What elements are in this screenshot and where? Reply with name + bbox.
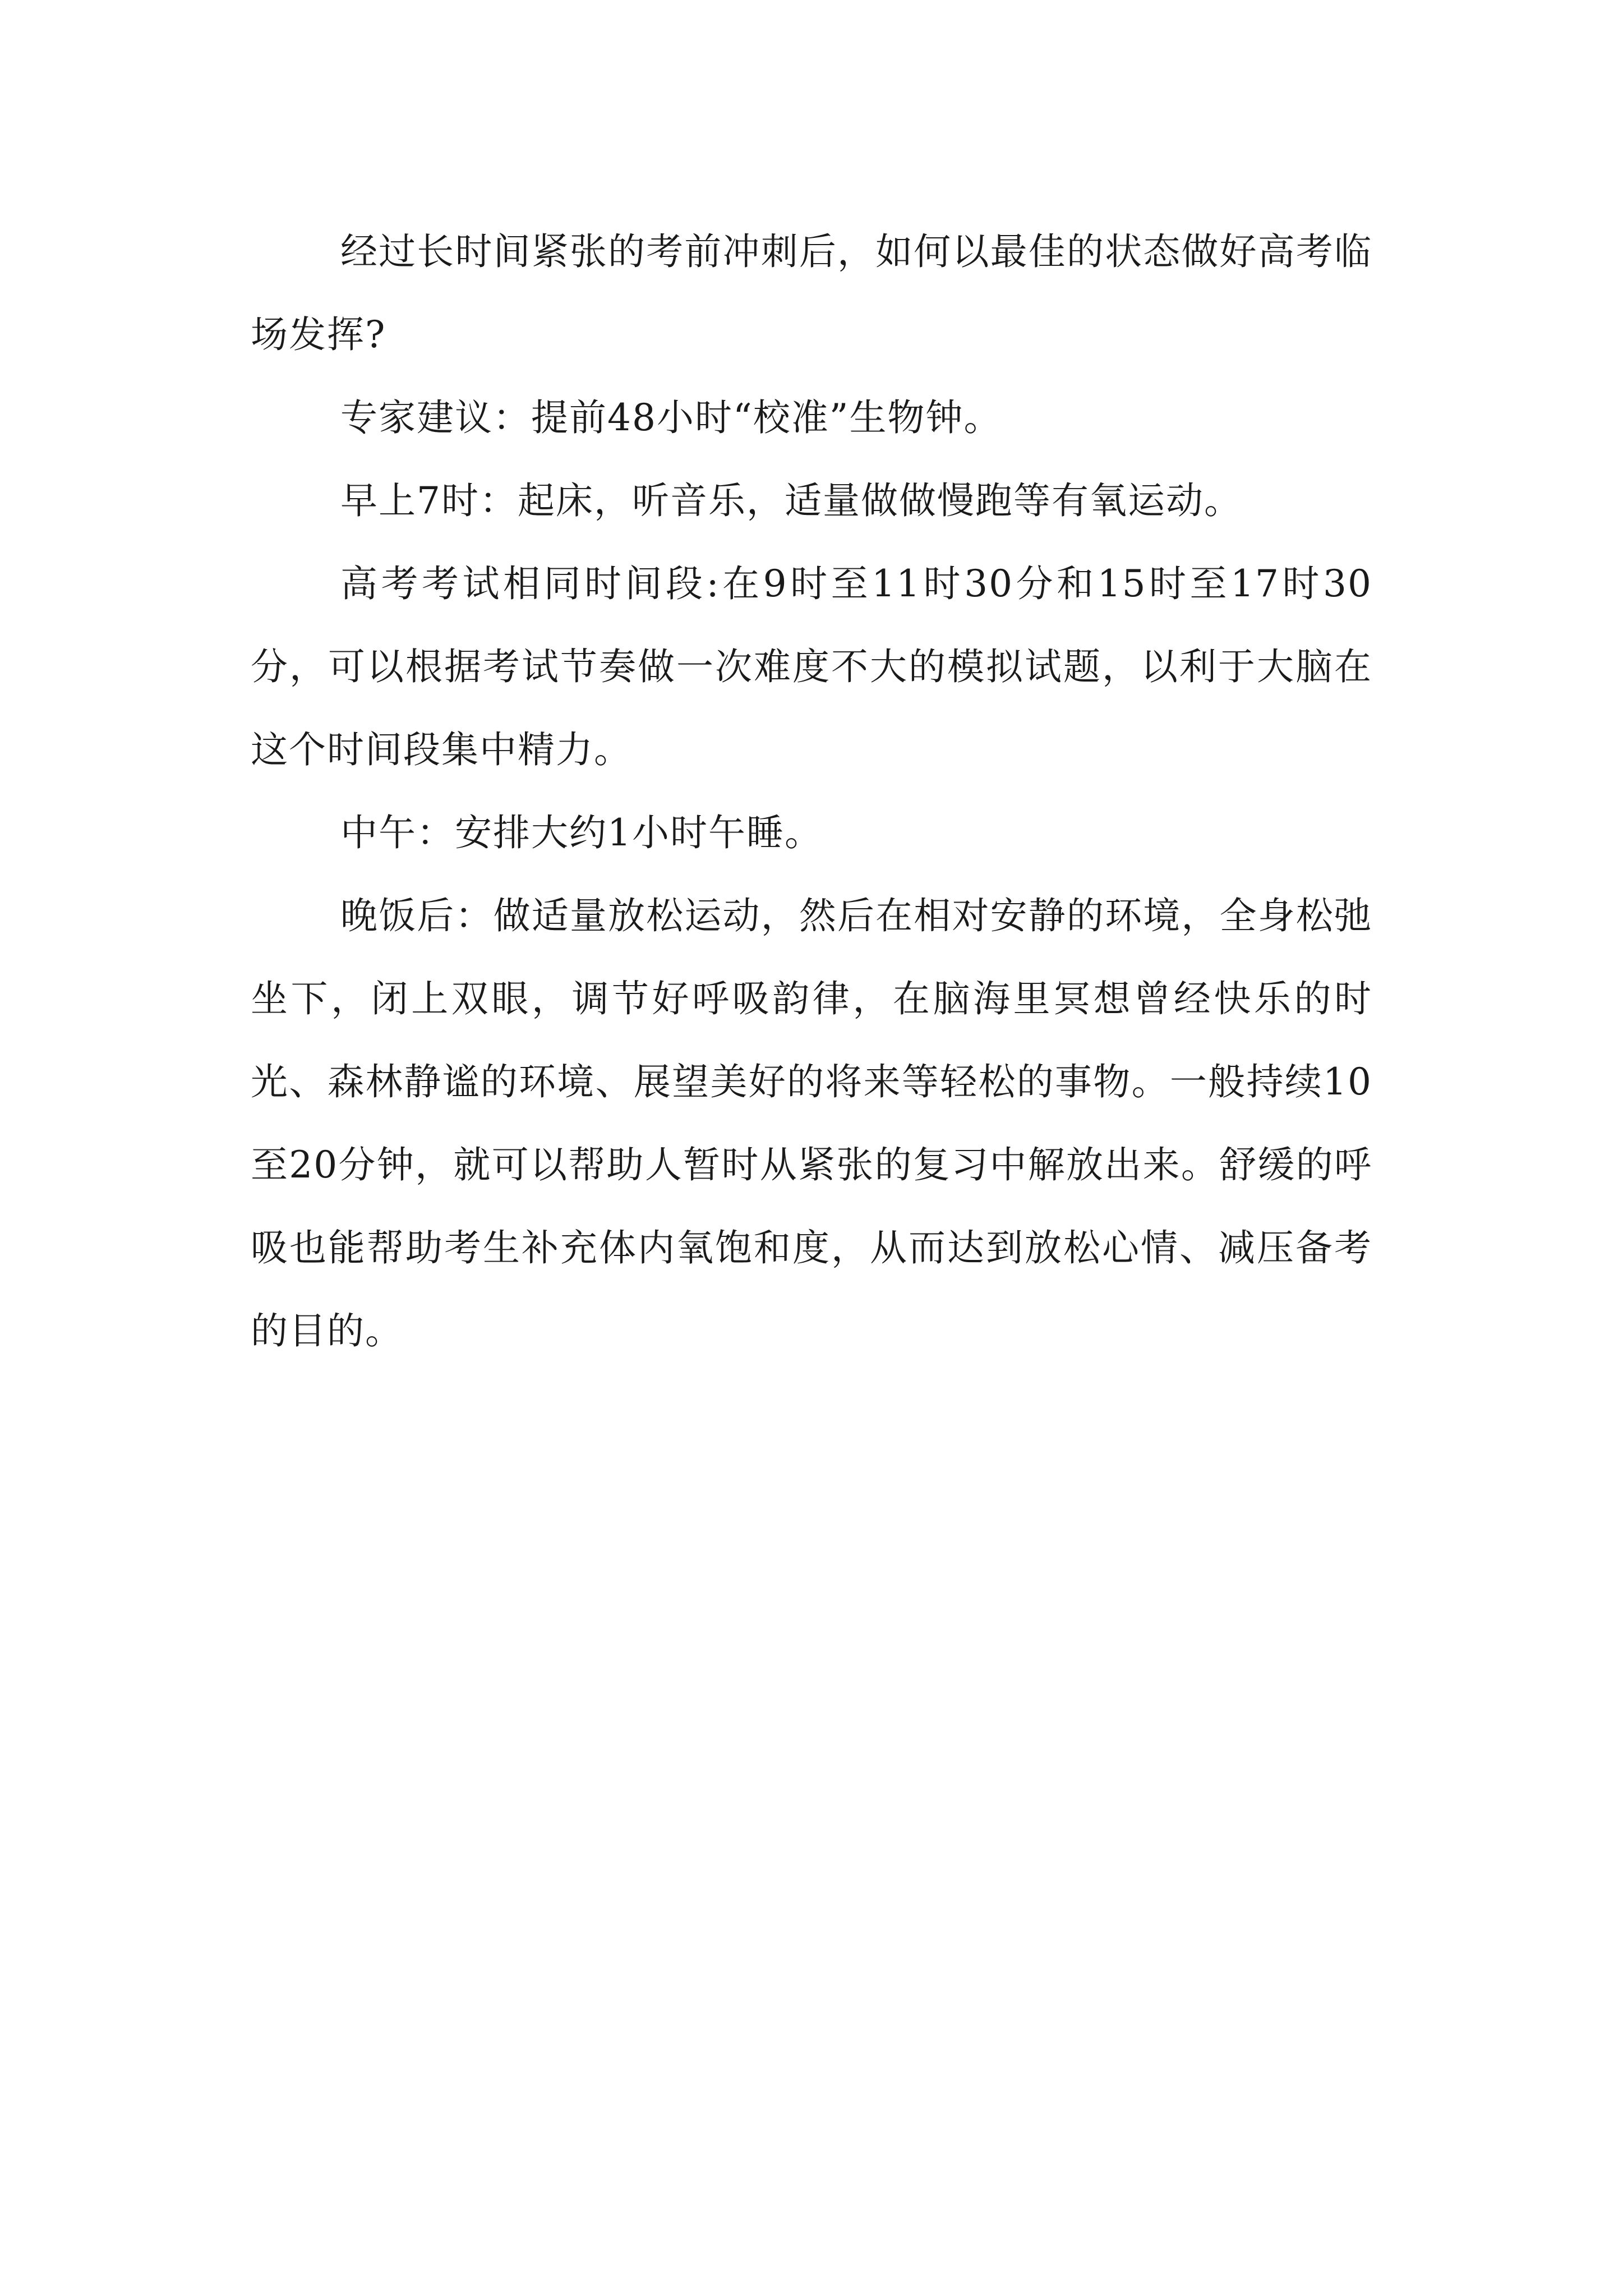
paragraph-exam-time-slot: 高考考试相同时间段:在9时至11时30分和15时至17时30分，可以根据考试节奏做一次难度不大的模拟试题，以利于大脑在这个时间段集中精力。 xyxy=(251,562,1372,771)
paragraph-after-dinner: 晚饭后：做适量放松运动，然后在相对安静的环境，全身松弛坐下，闭上双眼，调节好呼吸韵律，在脑海里冥想曾经快乐的时光、森林静谧的环境、展望美好的将来等轻松的事物。一般持续10至20分钟，就可以帮助人暂时从紧张的复习中解放出来。舒缓的呼吸也能帮助考生补充体内氧饱和度，从而达到放松心情、减压备考的目的。 xyxy=(251,894,1372,1352)
paragraph-morning: 早上7时：起床，听音乐，适量做做慢跑等有氧运动。 xyxy=(340,479,1242,522)
paragraph-intro-question: 经过长时间紧张的考前冲刺后，如何以最佳的状态做好高考临场发挥? xyxy=(251,230,1372,356)
paragraph-noon: 中午：安排大约1小时午睡。 xyxy=(340,811,823,854)
document-body xyxy=(251,210,1372,1373)
paragraph-expert-advice: 专家建议：提前48小时“校准”生物钟。 xyxy=(340,396,1002,439)
